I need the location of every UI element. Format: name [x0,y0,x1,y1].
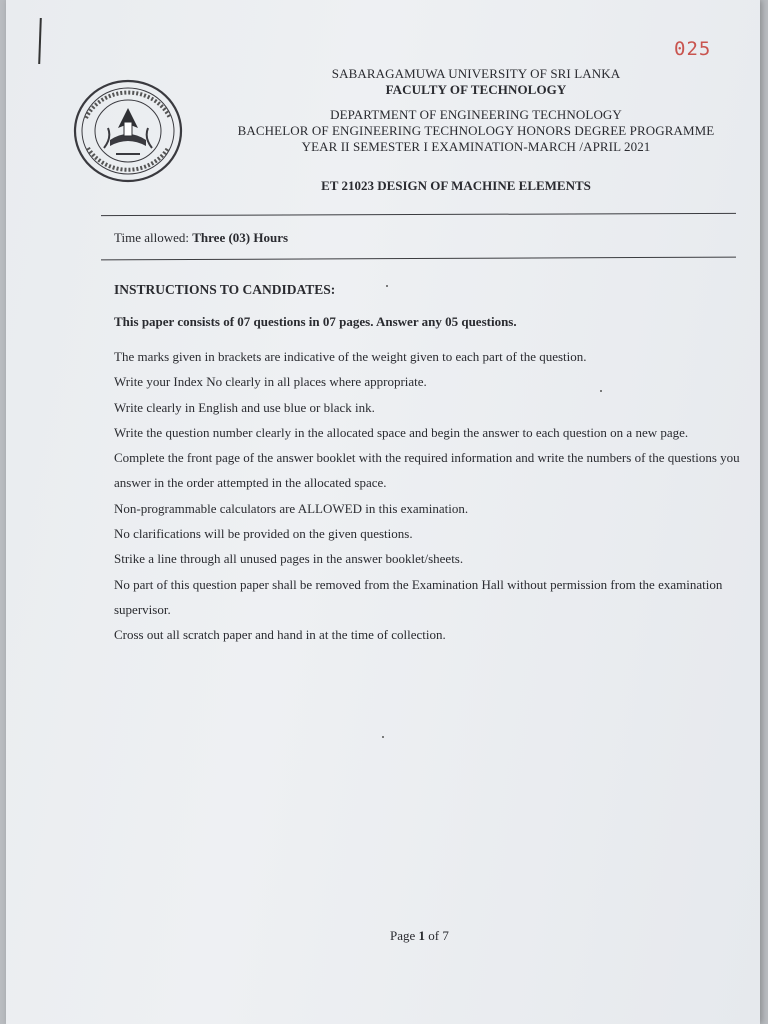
exam-paper [6,0,760,1024]
exam-header [206,66,746,155]
instruction-item: Write clearly in English and use blue or black ink. [114,399,375,415]
instruction-item: Strike a line through all unused pages in the answer booklet/sheets. [114,551,464,567]
examination-name: YEAR II SEMESTER I EXAMINATION-MARCH /APRIL 2021 [301,139,651,154]
serial-number: 025 [674,38,712,60]
page-footer [390,928,449,944]
divider [101,257,736,261]
programme-name: BACHELOR OF ENGINEERING TECHNOLOGY HONORS DEGREE PROGRAMME [237,123,715,138]
instruction-item: The marks given in brackets are indicative of the weight given to each part of the question. [114,349,587,364]
ink-speck [600,390,602,392]
time-allowed [114,230,288,246]
instructions-list [114,344,746,648]
instruction-item: Write the question number clearly in the allocated space and begin the answer to each question on a new page. [114,424,689,440]
time-label: Time allowed: [114,230,189,245]
divider [101,213,736,216]
instructions-heading: INSTRUCTIONS TO CANDIDATES: [114,282,336,297]
course-title: ET 21023 DESIGN OF MACHINE ELEMENTS [321,178,591,193]
department-name: DEPARTMENT OF ENGINEERING TECHNOLOGY [330,107,622,122]
instruction-item: No part of this question paper shall be removed from the Examination Hall without permission from the examination supervisor. [114,576,723,617]
pen-mark [38,18,42,64]
instruction-item: Non-programmable calculators are ALLOWED in this examination. [114,500,469,516]
faculty-name: FACULTY OF TECHNOLOGY [385,82,567,97]
ink-speck [386,285,388,287]
time-value: Three (03) Hours [192,230,289,245]
university-seal-icon [72,78,184,184]
instruction-item: Write your Index No clearly in all places where appropriate. [114,374,427,390]
instruction-item: Cross out all scratch paper and hand in at the time of collection. [114,627,446,643]
paper-summary: This paper consists of 07 questions in 07 pages. Answer any 05 questions. [114,314,517,329]
page-number: 1 [418,928,426,943]
page-prefix: Page [390,928,416,943]
instruction-item: No clarifications will be provided on the given questions. [114,526,413,542]
instruction-item: Complete the front page of the answer booklet with the required information and write the numbers of the questions you answer in the order attempted in the allocated space. [114,450,740,491]
ink-speck [382,736,384,738]
university-name: SABARAGAMUWA UNIVERSITY OF SRI LANKA [331,66,621,81]
page-total: of 7 [428,928,449,943]
